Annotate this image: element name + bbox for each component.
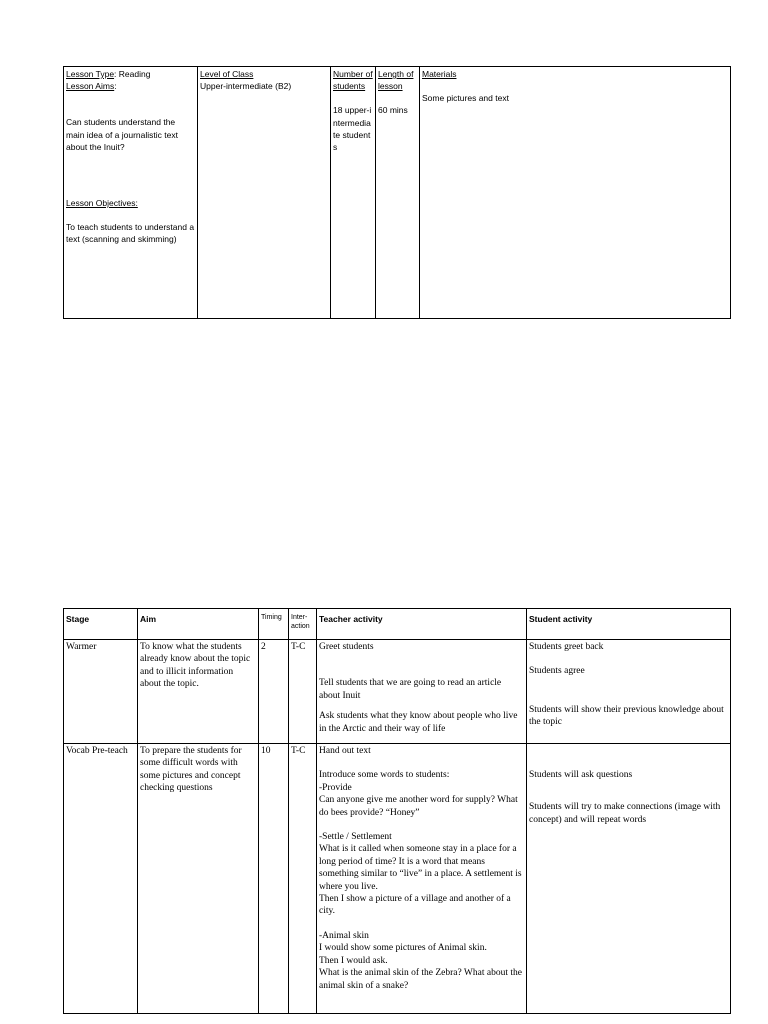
- teacher-line: -Settle / Settlement: [319, 832, 392, 843]
- level-cell: [198, 67, 331, 319]
- teacher-line: [319, 757, 524, 769]
- students-cell: [331, 67, 376, 319]
- timing-cell: 2: [259, 640, 289, 744]
- teacher-line: -Animal skin: [319, 930, 369, 941]
- timing-cell: 10: [259, 744, 289, 1014]
- teacher-line: Introduce some words to students:: [319, 770, 450, 781]
- interaction-cell: T-C: [289, 640, 317, 744]
- aim-cell: To prepare the students for some difficult words with some pictures and concept checking questions: [138, 744, 259, 1014]
- lesson-info-cell: [64, 67, 198, 319]
- lesson-objectives-text: To teach students to understand a text (scanning and skimming): [66, 222, 195, 245]
- lesson-overview-table: [63, 66, 731, 319]
- materials-value: Some pictures and text: [422, 93, 509, 104]
- lesson-objectives-label: Lesson Objectives:: [66, 198, 138, 209]
- header-aim: Aim: [138, 609, 259, 640]
- materials-label: Materials: [422, 69, 457, 79]
- student-line: Students will ask questions: [529, 770, 633, 780]
- lesson-aims-label: Lesson Aims: [66, 81, 115, 92]
- table-header-row: [64, 609, 731, 640]
- teacher-line: Greet students: [319, 642, 374, 652]
- teacher-line: I would show some pictures of Animal skin.: [319, 943, 487, 954]
- lesson-aims-suffix: :: [114, 81, 117, 92]
- teacher-line: [319, 918, 524, 930]
- header-teacher-activity: Teacher activity: [317, 609, 527, 640]
- materials-cell: [420, 67, 731, 319]
- teacher-line: Then I would ask.: [319, 955, 388, 966]
- lesson-plan-table: [63, 608, 731, 1014]
- header-timing: Timing: [259, 609, 289, 640]
- teacher-line: What is it called when someone stay in a place for a long period of time? It is a word that means something similar to “live” in a place. A settlement is where you live.: [319, 844, 522, 892]
- level-label: Level of Class: [200, 69, 254, 79]
- student-line: [529, 745, 728, 757]
- teacher-line: Hand out text: [319, 746, 371, 756]
- teacher-line: Then I show a picture of a village and another of a city.: [319, 894, 511, 917]
- student-line: [529, 678, 728, 704]
- teacher-activity-cell: [317, 744, 527, 1014]
- interaction-cell: T-C: [289, 744, 317, 1014]
- student-activity-cell: [527, 744, 731, 1014]
- students-value: 18 upper-intermediate students: [333, 105, 372, 153]
- aim-cell: To know what the students already know about the topic and to illicit information about the topic.: [138, 640, 259, 744]
- student-line: [529, 757, 728, 769]
- stage-cell: Vocab Pre-teach: [64, 744, 138, 1014]
- students-label: Number of students: [333, 69, 373, 92]
- student-line: Students will show their previous knowledge about the topic: [529, 704, 724, 728]
- lesson-type-value: : Reading: [114, 69, 151, 79]
- teacher-line: Can anyone give me another word for supply? What do bees provide? “Honey”: [319, 795, 518, 818]
- teacher-line: [319, 665, 524, 677]
- lesson-type-label: Lesson Type: [66, 69, 115, 79]
- header-student-activity: Student activity: [527, 609, 731, 640]
- length-cell: [376, 67, 420, 319]
- teacher-line: [319, 702, 524, 710]
- level-value: Upper-intermediate (B2): [200, 81, 292, 92]
- teacher-line: -Provide: [319, 782, 352, 793]
- teacher-line: [319, 819, 524, 831]
- teacher-line: [319, 653, 524, 665]
- student-line: Students greet back: [529, 642, 604, 652]
- header-interaction: Inter-action: [289, 609, 317, 640]
- lesson-aims-text: Can students understand the main idea of a journalistic text about the Inuit?: [66, 117, 178, 152]
- stage-cell: Warmer: [64, 640, 138, 744]
- student-activity-cell: [527, 640, 731, 744]
- teacher-line: Tell students that we are going to read an article about Inuit: [319, 678, 502, 701]
- length-value: 60 mins: [378, 105, 408, 116]
- teacher-line: Ask students what they know about people who live in the Arctic and their way of life: [319, 711, 518, 734]
- table-row: [64, 640, 731, 744]
- student-line: Students agree: [529, 666, 585, 677]
- student-line: [529, 789, 728, 801]
- student-line: Students will try to make connections (image with concept) and will repeat words: [529, 802, 721, 825]
- length-label: Length of lesson: [378, 69, 414, 92]
- teacher-activity-cell: [317, 640, 527, 744]
- teacher-line: What is the animal skin of the Zebra? What about the animal skin of a snake?: [319, 968, 522, 991]
- table-row: [64, 744, 731, 1014]
- header-stage: Stage: [64, 609, 138, 640]
